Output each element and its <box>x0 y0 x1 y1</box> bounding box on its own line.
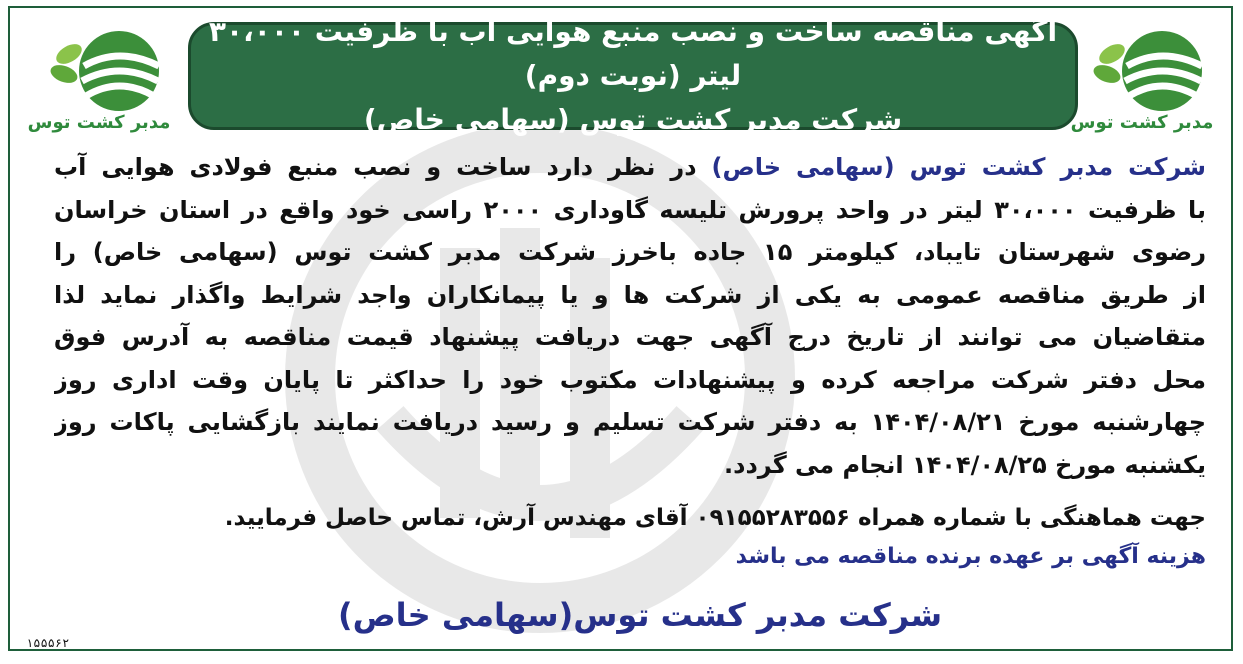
signature: شرکت مدبر کشت توس(سهامی خاص) <box>337 596 943 634</box>
logo-text-left: مدبر کشت توس <box>27 112 171 133</box>
ad-title: آگهی مناقصه ساخت و نصب منبع هوایی آب با ظرفیت ۳۰،۰۰۰ لیتر (نوبت دوم) <box>208 15 1058 92</box>
body-line-1-rest: در نظر دارد ساخت و نصب منبع فولادی هوایی آب <box>54 153 712 181</box>
cost-note: هزینه آگهی بر عهده برنده مناقصه می باشد <box>735 544 1206 569</box>
body-line-7: چهارشنبه مورخ ۱۴۰۴/۰۸/۲۱ به دفتر شرکت تسلیم و رسید دریافت نمایند بازگشایی پاکات روز <box>54 408 1206 436</box>
body-line-4: از طریق مناقصه عمومی به یکی از شرکت ها و یا پیمانکاران واجد شرایط واگذار نماید لذا <box>54 280 1206 309</box>
body-line-6: محل دفتر شرکت مراجعه کرده و پیشنهادات مکتوب خود را حداکثر تا پایان وقت اداری روز <box>54 365 1206 394</box>
body-line-5: متقاضیان می توانند از تاریخ درج آگهی جهت دریافت پیشنهاد قیمت مناقصه به آدرس فوق <box>54 323 1206 351</box>
coordination-note: جهت هماهنگی با شماره همراه ۰۹۱۵۵۲۸۳۵۵۶ آقای مهندس آرش، تماس حاصل فرمایید. <box>224 505 1206 531</box>
company-logo-right <box>1067 26 1217 136</box>
company-title: شرکت مدبر کشت توس (سهامی خاص) <box>363 103 903 136</box>
logo-text-right: مدبر کشت توس <box>1070 112 1214 133</box>
title-banner <box>188 15 1078 136</box>
ad-body <box>54 146 1206 486</box>
company-logo-left <box>24 26 174 136</box>
body-line-2: با ظرفیت ۳۰،۰۰۰ لیتر در واحد پرورش تلیسه گاوداری ۲۰۰۰ راسی خود واقع در استان خراسان <box>54 195 1206 224</box>
company-name-highlight: شرکت مدبر کشت توس (سهامی خاص) <box>711 153 1206 181</box>
body-line-1 <box>54 146 1206 189</box>
body-line-3: رضوی شهرستان تایباد، کیلومتر ۱۵ جاده باخرز شرکت مدبر کشت توس (سهامی خاص) را <box>54 238 1206 266</box>
body-line-8: یکشنبه مورخ ۱۴۰۴/۰۸/۲۵ انجام می گردد. <box>724 450 1206 479</box>
ad-frame <box>8 6 1233 651</box>
ad-code: ۱۵۵۵۶۲ <box>26 636 70 650</box>
